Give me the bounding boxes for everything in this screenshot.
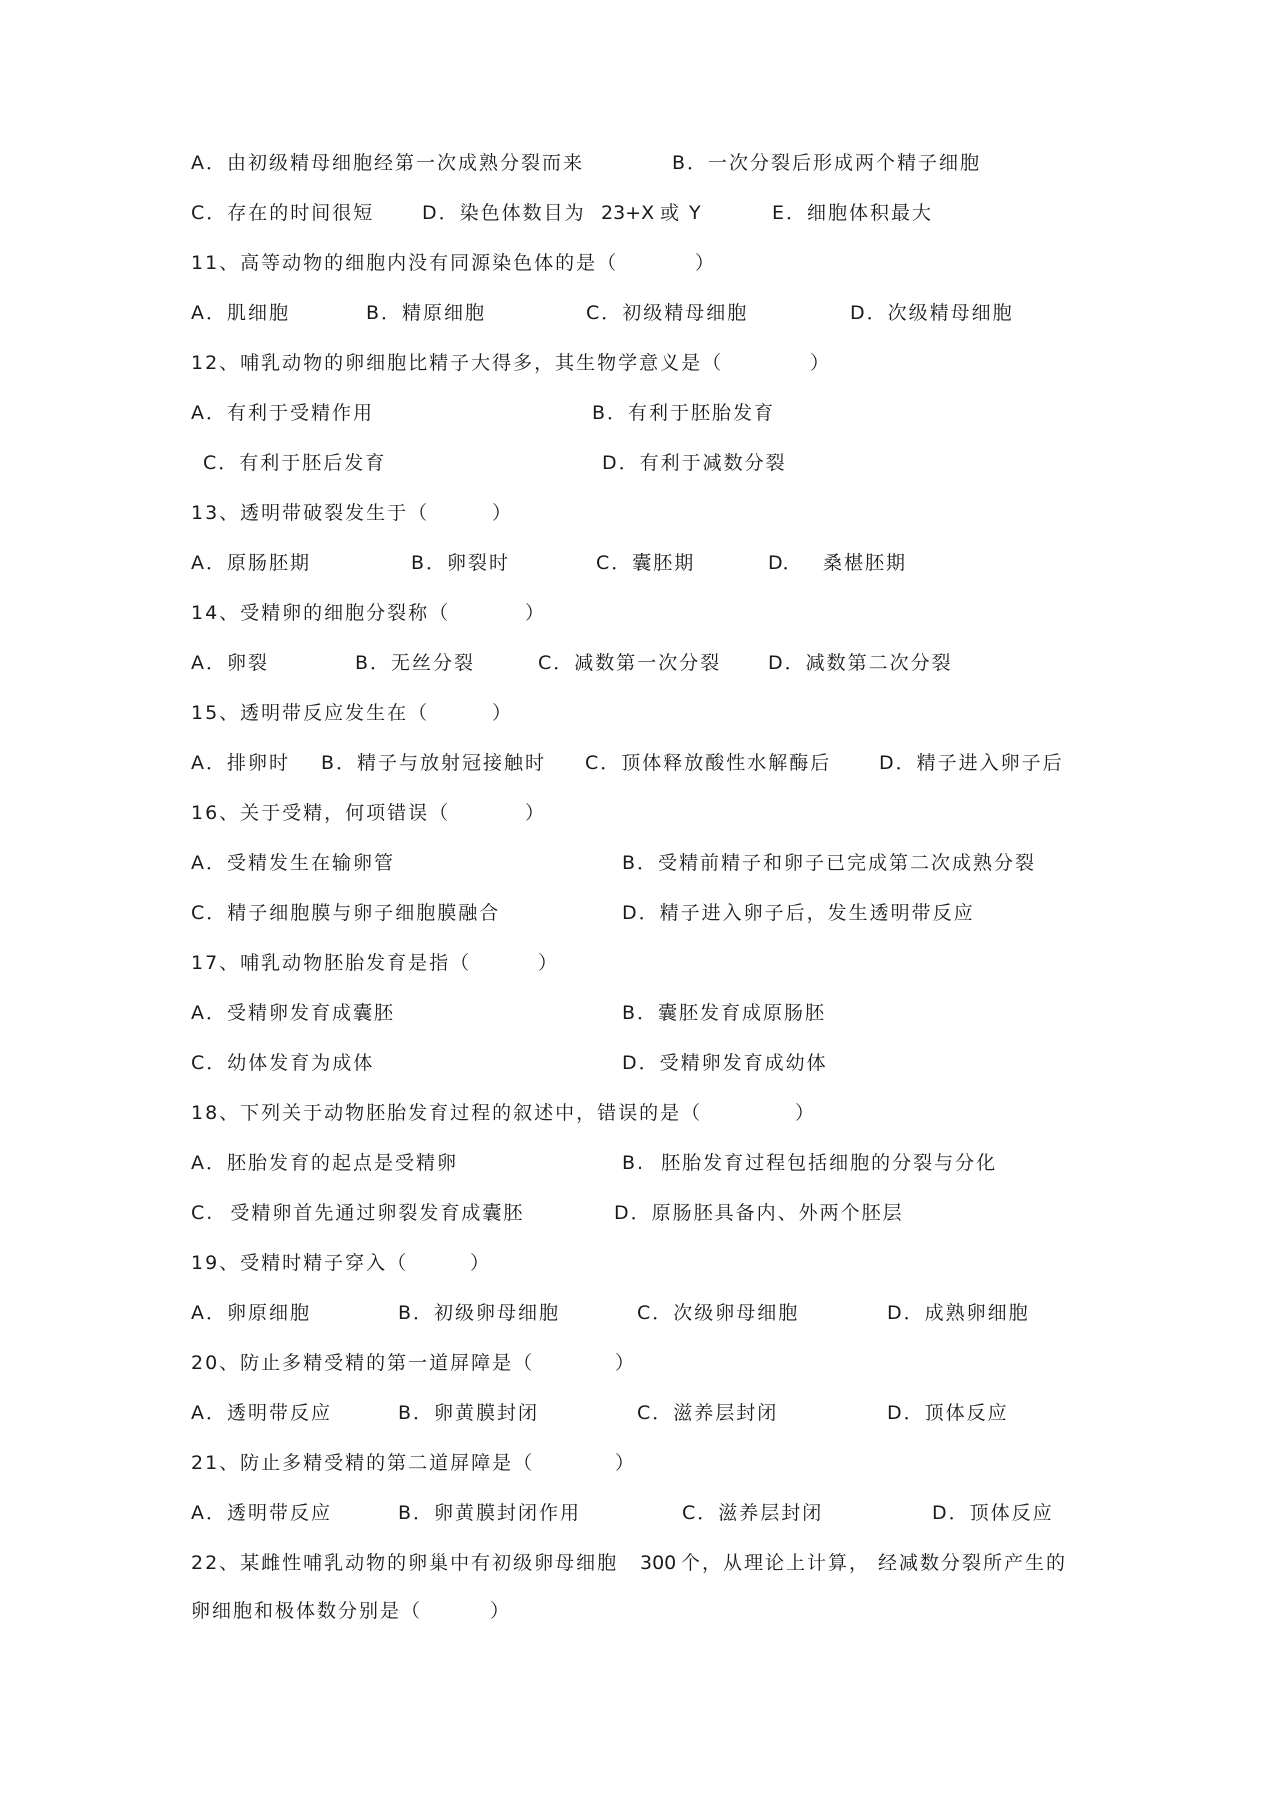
option-c: C．滋养层封闭 (637, 1402, 779, 1424)
option-b: B．卵黄膜封闭作用 (398, 1502, 582, 1524)
option-line (0, 1048, 1275, 1078)
question-line (0, 248, 1275, 278)
option-c: C．幼体发育为成体 (191, 1052, 375, 1074)
option-e: E．细胞体积最大 (772, 202, 934, 224)
option-a: A．排卵时 (191, 752, 290, 774)
option-c: C．囊胚期 (596, 552, 696, 574)
option-line (0, 1498, 1275, 1528)
question-12: 12、哺乳动物的卵细胞比精子大得多，其生物学意义是（ (191, 352, 724, 374)
question-line (0, 598, 1275, 628)
option-a: A．肌细胞 (191, 302, 290, 324)
question-19-close: ） (470, 1252, 490, 1274)
question-line (0, 1596, 1275, 1626)
question-15: 15、透明带反应发生在（ (191, 702, 430, 724)
option-line (0, 198, 1275, 228)
option-line (0, 448, 1275, 478)
option-line (0, 1298, 1275, 1328)
option-a: A．卵原细胞 (191, 1302, 311, 1324)
option-line (0, 298, 1275, 328)
option-d: D． (768, 552, 802, 574)
question-17-close: ） (538, 952, 558, 974)
option-b: B．一次分裂后形成两个精子细胞 (672, 152, 982, 174)
option-c: C．精子细胞膜与卵子细胞膜融合 (191, 902, 501, 924)
option-c: C．存在的时间很短 (191, 202, 375, 224)
question-11: 11、高等动物的细胞内没有同源染色体的是（ (191, 252, 619, 274)
option-line (0, 1148, 1275, 1178)
question-21: 21、防止多精受精的第二道屏障是（ (191, 1452, 535, 1474)
option-b: B．无丝分裂 (355, 652, 476, 674)
question-15-close: ） (492, 702, 512, 724)
question-line (0, 1448, 1275, 1478)
option-d: D．受精卵发育成幼体 (622, 1052, 828, 1074)
question-line (0, 348, 1275, 378)
question-20-close: ） (615, 1352, 635, 1374)
question-line (0, 498, 1275, 528)
option-a: A．透明带反应 (191, 1402, 332, 1424)
option-b: B．精原细胞 (366, 302, 487, 324)
question-14-close: ） (525, 602, 545, 624)
option-d-connector: 或 (660, 202, 680, 224)
question-22-continued: 卵细胞和极体数分别是（ (191, 1600, 423, 1622)
option-line (0, 848, 1275, 878)
option-c: C．减数第一次分裂 (538, 652, 722, 674)
option-a: A．卵裂 (191, 652, 269, 674)
option-a: A．受精发生在输卵管 (191, 852, 395, 874)
option-d-value: 23+X (601, 202, 655, 224)
question-22-close: ） (490, 1600, 510, 1622)
option-line (0, 648, 1275, 678)
question-16-close: ） (525, 802, 545, 824)
option-b: B．受精前精子和卵子已完成第二次成熟分裂 (622, 852, 1037, 874)
option-line (0, 148, 1275, 178)
question-12-close: ） (810, 352, 830, 374)
option-a: A．胚胎发育的起点是受精卵 (191, 1152, 458, 1174)
option-d: D．原肠胚具备内、外两个胚层 (614, 1202, 904, 1224)
option-d: D．成熟卵细胞 (887, 1302, 1030, 1324)
option-c: C．初级精母细胞 (586, 302, 749, 324)
question-22-number: 300 (640, 1552, 677, 1574)
option-d-value-alt: Y (689, 202, 701, 224)
question-line (0, 798, 1275, 828)
question-14: 14、受精卵的细胞分裂称（ (191, 602, 451, 624)
option-d: D．顶体反应 (887, 1402, 1009, 1424)
question-line (0, 1548, 1275, 1578)
question-17: 17、哺乳动物胚胎发育是指（ (191, 952, 472, 974)
option-a: A．透明带反应 (191, 1502, 332, 1524)
question-13-close: ） (492, 502, 512, 524)
question-13: 13、透明带破裂发生于（ (191, 502, 430, 524)
question-16: 16、关于受精，何项错误（ (191, 802, 451, 824)
option-c: C．有利于胚后发育 (203, 452, 387, 474)
option-b: B．卵裂时 (411, 552, 511, 574)
question-18-close: ） (795, 1102, 815, 1124)
option-line (0, 1398, 1275, 1428)
option-b: B．初级卵母细胞 (398, 1302, 561, 1324)
option-c: C．次级卵母细胞 (637, 1302, 800, 1324)
question-21-close: ） (615, 1452, 635, 1474)
option-b: B. 胚胎发育过程包括细胞的分裂与分化 (622, 1152, 998, 1174)
option-b: B．囊胚发育成原肠胚 (622, 1002, 827, 1024)
option-b: B．有利于胚胎发育 (592, 402, 776, 424)
question-line (0, 1348, 1275, 1378)
question-line (0, 698, 1275, 728)
option-d: D．精子进入卵子后，发生透明带反应 (622, 902, 975, 924)
question-22-middle: 个，从理论上计算， (681, 1552, 871, 1574)
option-d: D．精子进入卵子后 (879, 752, 1064, 774)
option-line (0, 898, 1275, 928)
question-19: 19、受精时精子穿入（ (191, 1252, 409, 1274)
question-line (0, 1098, 1275, 1128)
question-line (0, 948, 1275, 978)
option-a: A．由初级精母细胞经第一次成熟分裂而来 (191, 152, 584, 174)
option-b: B．精子与放射冠接触时 (321, 752, 547, 774)
option-line (0, 1198, 1275, 1228)
option-b: B．卵黄膜封闭 (398, 1402, 540, 1424)
question-11-close: ） (695, 252, 715, 274)
question-line (0, 1248, 1275, 1278)
option-a: A．受精卵发育成囊胚 (191, 1002, 395, 1024)
option-line (0, 398, 1275, 428)
option-c: C．滋养层封闭 (682, 1502, 824, 1524)
question-22-end: 经减数分裂所产生的 (878, 1552, 1068, 1574)
option-d-text: 桑椹胚期 (823, 552, 908, 574)
question-18: 18、下列关于动物胚胎发育过程的叙述中，错误的是（ (191, 1102, 703, 1124)
option-d: D．减数第二次分裂 (768, 652, 953, 674)
option-a: A．原肠胚期 (191, 552, 311, 574)
option-d: D．有利于减数分裂 (602, 452, 787, 474)
option-c: C．顶体释放酸性水解酶后 (585, 752, 832, 774)
option-a: A．有利于受精作用 (191, 402, 374, 424)
question-22: 22、某雌性哺乳动物的卵巢中有初级卵母细胞 (191, 1552, 619, 1574)
option-line (0, 548, 1275, 578)
option-line (0, 748, 1275, 778)
option-c: C. 受精卵首先通过卵裂发育成囊胚 (191, 1202, 525, 1224)
option-line (0, 998, 1275, 1028)
question-20: 20、防止多精受精的第一道屏障是（ (191, 1352, 535, 1374)
option-d: D．染色体数目为 (422, 202, 586, 224)
option-d: D．次级精母细胞 (850, 302, 1014, 324)
option-d: D．顶体反应 (932, 1502, 1054, 1524)
